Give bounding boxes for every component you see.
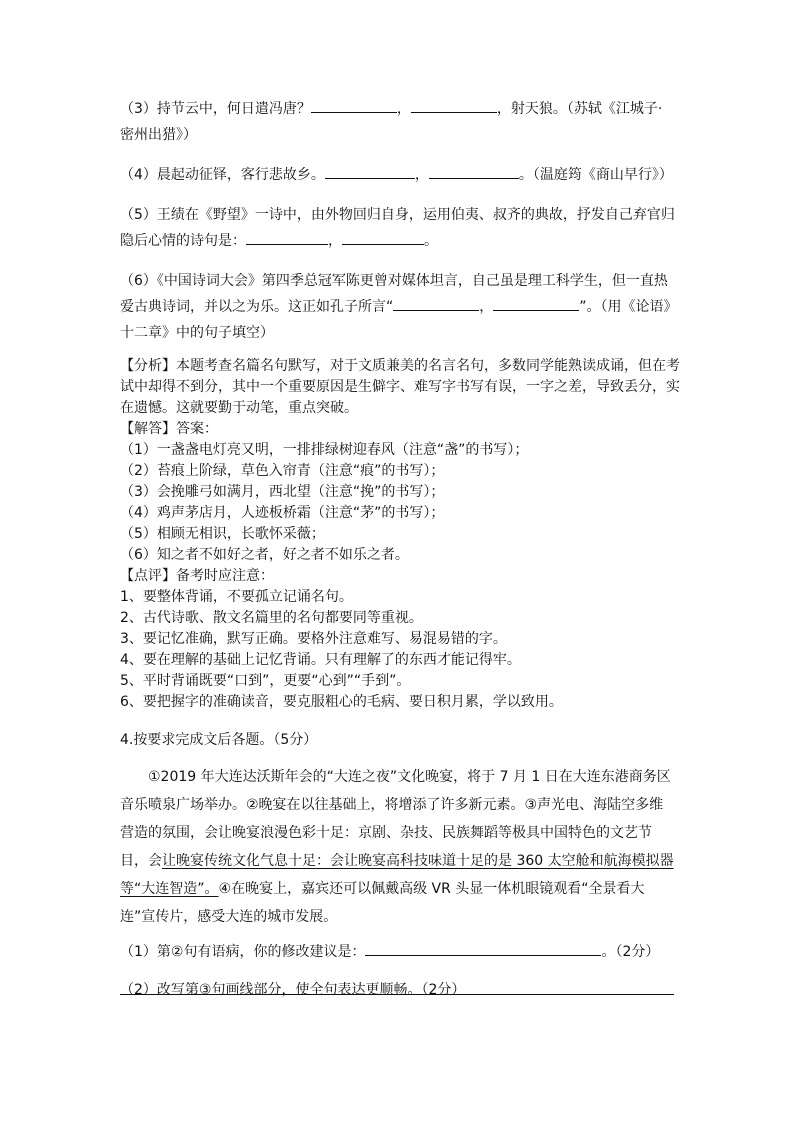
tip-item: 4、要在理解的基础上记忆背诵。只有理解了的东西才能记得牢。 [120, 652, 521, 668]
question-text: （3）持节云中，何日遣冯唐？ [120, 101, 311, 117]
answer-blank[interactable] [365, 941, 601, 956]
answer-blank[interactable] [393, 296, 479, 311]
answer-blank[interactable] [411, 98, 497, 113]
answer-item: （5）相顾无相识，长歌怀采薇； [120, 526, 325, 542]
answer-item: （4）鸡声茅店月，人迹板桥霜（注意“茅”的书写）； [120, 505, 445, 521]
question-source: 。（温庭筠《商山早行》） [518, 167, 673, 183]
answer-blank[interactable] [246, 230, 328, 245]
question-text: （6）《中国诗词大会》第四季总冠军陈更曾对媒体坦言，自己虽是理工科学生，但一直热爱古典诗词，并以之为乐。这正如孔子所言“ [120, 273, 668, 315]
answer-item: （1）一盏盏电灯亮又明，一排排绿树迎春风（注意“盏”的书写）； [120, 442, 529, 458]
separator: ， [414, 167, 429, 183]
question-source: ，射天狼。（苏轼《江城子·密州出猎》） [120, 101, 663, 143]
underlined-sentence: 让晚宴传统文化气息十足：会让晚宴高科技味道十足的是 360 太空舱和航海模拟器等“大连智造”。 [120, 853, 674, 897]
question-3 [120, 96, 676, 148]
tip-item: 1、要整体背诵，不要孤立记诵名句。 [120, 589, 353, 605]
analysis-line: 【分析】本题考查名篇名句默写，对于文质兼美的名言名句，多数同学能熟读成诵，但在考 [120, 358, 680, 374]
passage-text: ①2019 年大连达沃斯年会的“大连之夜”文化晚宴，将于 7 月 1 日在大连东港商务区音乐喷泉广场举办。②晚宴在以往基础上，将增添了许多新元素。③声光电、海陆空多维营造的氛围，会让晚宴浪漫色彩十足：京剧、杂技、民族舞蹈等极具中国特色的文艺节目，会 [120, 769, 671, 869]
tip-item: 2、古代诗歌、散文名篇里的名句都要同等重视。 [120, 610, 423, 626]
question-5 [120, 202, 676, 254]
answer-blank[interactable] [311, 98, 397, 113]
answer-blank[interactable] [429, 164, 519, 179]
question-4 [120, 162, 676, 188]
section-title: 4.按要求完成文后各题。（5分） [120, 732, 318, 748]
reading-passage [120, 763, 676, 931]
comment-heading: 【点评】备考时应注意： [120, 568, 274, 584]
analysis-line: 在遗憾。这就要勤于动笔，重点突破。 [120, 400, 358, 416]
sub-question-2: （2）改写第③句画线部分，使全句表达更顺畅。（2分） [120, 982, 466, 998]
tip-item: 5、平时背诵既要“口到”，更要“心到”“手到”。 [120, 673, 411, 689]
answer-blank[interactable] [493, 296, 579, 311]
separator: ， [396, 101, 411, 117]
question-source: ”。（用《论语》十二章》中的句子填空） [120, 299, 671, 341]
question-text: （4）晨起动征铎，客行悲故乡。 [120, 167, 325, 183]
answer-item: （6）知之者不如好之者，好之者不如乐之者。 [120, 547, 409, 563]
answer-line[interactable] [120, 994, 674, 995]
tip-item: 3、要记忆准确，默写正确。要格外注意难写、易混易错的字。 [120, 631, 507, 647]
answer-blank[interactable] [325, 164, 415, 179]
answer-item: （3）会挽雕弓如满月，西北望（注意“挽”的书写）； [120, 484, 445, 500]
passage-text: ④在晚宴上，嘉宾还可以佩戴高级 VR 头显一体机眼镜观看“全景看大连”宣传片，感受大连的城市发展。 [120, 881, 645, 925]
question-end: 。 [424, 233, 438, 249]
question-text: （5）王绩在《野望》一诗中，由外物回归自身，运用伯夷、叔齐的典故，抒发自己弃官归隐后心情的诗句是： [120, 207, 675, 249]
separator: ， [479, 299, 494, 315]
answer-item: （2）苔痕上阶绿，草色入帘青（注意“痕”的书写）； [120, 463, 445, 479]
analysis-section [120, 356, 680, 713]
separator: ， [328, 233, 342, 249]
document-content [120, 96, 680, 1015]
answer-blank[interactable] [342, 230, 424, 245]
question-score: 。（2分） [601, 944, 660, 960]
question-6 [120, 268, 676, 346]
sub-question-1 [120, 939, 676, 965]
tip-item: 6、要把握字的准确读音，要克服粗心的毛病、要日积月累，学以致用。 [120, 694, 563, 710]
question-text: （1）第②句有语病，你的修改建议是： [120, 944, 366, 960]
analysis-line: 试中却得不到分，其中一个重要原因是生僻字、难写字书写有误，一字之差，导致丢分，实 [120, 379, 680, 395]
answer-heading: 【解答】答案： [120, 421, 218, 437]
